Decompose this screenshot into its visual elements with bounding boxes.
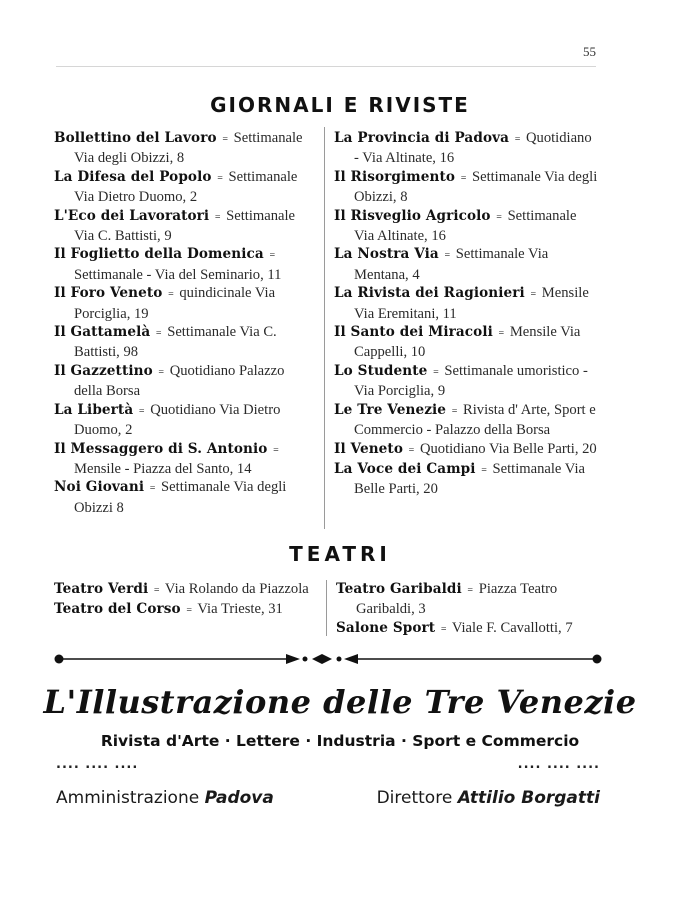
section-title-giornali: GIORNALI E RIVISTE [210, 93, 470, 117]
magazine-title: L'Illustrazione delle Tre Venezie [43, 683, 637, 721]
giornali-right-column [334, 129, 600, 499]
admin-label: Amministrazione [56, 788, 200, 808]
list-item: Teatro del Corso = Via Trieste, 31 [54, 601, 283, 618]
list-item: Teatro Garibaldi = Piazza Teatro Garibaldi, 3 [336, 581, 558, 618]
list-item: Lo Studente = Settimanale umoristico - Via Porciglia, 9 [334, 362, 588, 400]
top-rule [56, 66, 596, 67]
dots-left: .... .... .... [56, 757, 139, 772]
column-divider [326, 580, 327, 636]
list-item: La Libertà = Quotidiano Via Dietro Duomo, 2 [54, 401, 281, 439]
list-item: Il Santo dei Miracoli = Mensile Via Cappelli, 10 [334, 324, 581, 361]
list-item: Teatro Verdi = Via Rolando da Piazzola [54, 581, 309, 597]
list-item: Il Foro Veneto = quindicinale Via Porciglia, 19 [54, 285, 276, 322]
dots-right: .... .... .... [517, 757, 600, 772]
director-label: Direttore [376, 788, 453, 808]
page-number: 55 [583, 44, 596, 59]
list-item: La Rivista dei Ragionieri = Mensile Via Eremitani, 11 [334, 285, 589, 322]
director-line [377, 788, 600, 808]
list-item: Bollettino del Lavoro = Settimanale Via degli Obizzi, 8 [54, 130, 303, 167]
teatri-left-column [54, 580, 320, 621]
list-item: L'Eco dei Lavoratori = Settimanale Via C. Battisti, 9 [54, 207, 296, 245]
list-item: Il Gazzettino = Quotidiano Palazzo della Borsa [54, 362, 285, 400]
list-item: La Voce dei Campi = Settimanale Via Belle Parti, 20 [334, 460, 585, 498]
list-item: Il Gattamelà = Settimanale Via C. Battisti, 98 [54, 324, 277, 361]
list-item: Noi Giovani = Settimanale Via degli Obizzi 8 [54, 479, 287, 516]
list-item: Il Veneto = Quotidiano Via Belle Parti, 20 [334, 440, 597, 457]
list-item: Il Risorgimento = Settimanale Via degli Obizzi, 8 [334, 168, 598, 206]
list-item: La Nostra Via = Settimanale Via Mentana, 4 [334, 246, 549, 283]
list-item: Le Tre Venezie = Rivista d' Arte, Sport e Commercio - Palazzo della Borsa [334, 401, 596, 439]
magazine-subtitle: Rivista d'Arte · Lettere · Industria · Sport e Commercio [100, 732, 580, 750]
column-divider [324, 127, 325, 529]
administration-line [56, 788, 274, 808]
list-item: Salone Sport = Viale F. Cavallotti, 7 [336, 619, 573, 636]
list-item: Il Risveglio Agricolo = Settimanale Via Altinate, 16 [334, 207, 577, 245]
teatri-right-column [336, 580, 602, 639]
section-title-teatri: TEATRI [289, 542, 391, 566]
ornamental-divider-icon [54, 651, 602, 667]
giornali-left-column [54, 129, 316, 517]
list-item: La Difesa del Popolo = Settimanale Via Dietro Duomo, 2 [54, 168, 298, 206]
director-value: Attilio Borgatti [457, 788, 600, 808]
list-item: Il Foglietto della Domenica = Settimanale - Via del Seminario, 11 [54, 246, 282, 283]
list-item: La Provincia di Padova = Quotidiano - Via Altinate, 16 [334, 130, 592, 167]
admin-value: Padova [204, 788, 274, 808]
list-item: Il Messaggero di S. Antonio = Mensile - Piazza del Santo, 14 [54, 440, 279, 477]
